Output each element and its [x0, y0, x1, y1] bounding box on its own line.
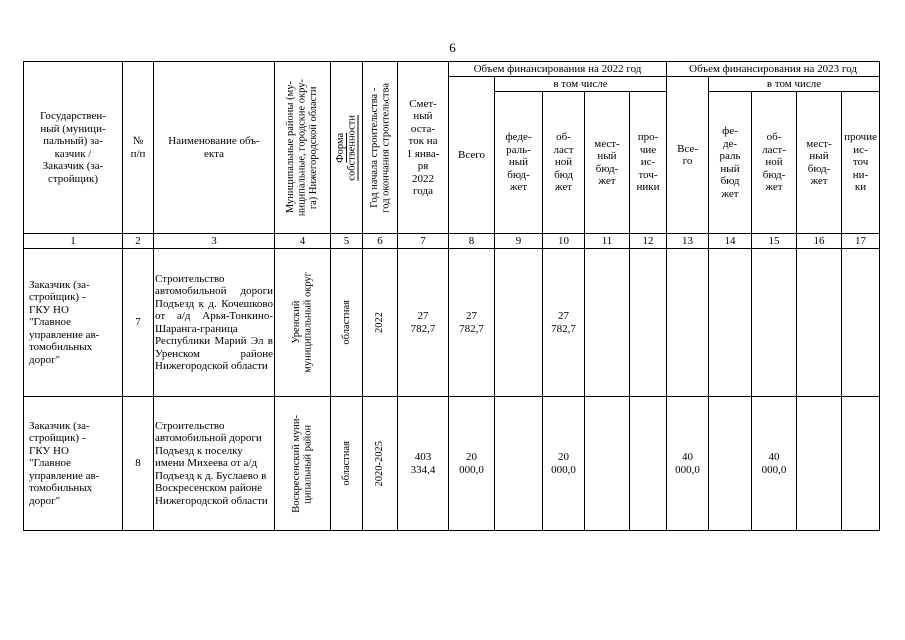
header-regional-2022: об- ласт ной бюд жет	[543, 92, 585, 234]
row-num: 7	[123, 249, 154, 397]
row-ownership-cell	[331, 397, 363, 531]
header-other-2023: прочие ис- точ ни- ки	[842, 92, 880, 234]
col-num: 5	[331, 234, 363, 249]
header-districts-cell	[275, 62, 331, 234]
row-other-2022	[630, 397, 667, 531]
row-regional-2022: 20 000,0	[543, 397, 585, 531]
header-local-2023: мест- ный бюд- жет	[797, 92, 842, 234]
col-num: 7	[398, 234, 449, 249]
row-federal-2023	[709, 397, 752, 531]
row-regional-2023: 40 000,0	[752, 397, 797, 531]
row-object-name: Строительство автомобильной дороги Подъезд к поселку имени Михеева от а/д Подъезд к д. Буслаево в Воскресенском районе Нижегородской области	[154, 397, 275, 531]
header-other-2022: про- чие ис- точ- ники	[630, 92, 667, 234]
header-ownership: Форма собственности	[335, 114, 358, 181]
col-num: 8	[449, 234, 495, 249]
row-years: 2020-2025	[374, 440, 386, 487]
header-total-2023: Все- го	[667, 77, 709, 234]
header-total-2022: Всего	[449, 77, 495, 234]
col-num: 9	[495, 234, 543, 249]
row-other-2023	[842, 397, 880, 531]
row-local-2023	[797, 249, 842, 397]
header-federal-2023: фе- де- раль ный бюд жет	[709, 92, 752, 234]
header-federal-2022: феде- раль- ный бюд- жет	[495, 92, 543, 234]
row-estimate: 403 334,4	[398, 397, 449, 531]
row-district-cell	[275, 397, 331, 531]
col-num: 11	[585, 234, 630, 249]
col-num: 13	[667, 234, 709, 249]
header-local-2022: мест- ный бюд- жет	[585, 92, 630, 234]
header-including-2023: в том числе	[709, 77, 880, 92]
row-other-2022	[630, 249, 667, 397]
row-years: 2022	[374, 312, 386, 333]
table-row	[24, 397, 880, 531]
row-total-2023: 40 000,0	[667, 397, 709, 531]
row-federal-2023	[709, 249, 752, 397]
row-total-2023	[667, 249, 709, 397]
page-number: 6	[449, 40, 456, 55]
row-num: 8	[123, 397, 154, 531]
col-num: 12	[630, 234, 667, 249]
row-estimate: 27 782,7	[398, 249, 449, 397]
table-row	[24, 249, 880, 397]
row-total-2022: 20 000,0	[449, 397, 495, 531]
column-numbers-row	[24, 234, 880, 249]
row-customer: Заказчик (за- стройщик) - ГКУ НО "Главное управление ав- томобильных дорог"	[24, 249, 123, 397]
row-district: Воскресенский муни- ципальный район	[291, 414, 314, 513]
row-years-cell	[363, 249, 398, 397]
row-local-2023	[797, 397, 842, 531]
row-ownership: областная	[340, 441, 352, 486]
col-num: 16	[797, 234, 842, 249]
header-fin-2022: Объем финансирования на 2022 год	[449, 62, 667, 77]
header-estimate: Смет- ный оста- ток на 1 янва- ря 2022 года	[398, 62, 449, 234]
row-federal-2022	[495, 249, 543, 397]
row-local-2022	[585, 397, 630, 531]
row-years-cell	[363, 397, 398, 531]
row-local-2022	[585, 249, 630, 397]
row-other-2023	[842, 249, 880, 397]
col-num: 6	[363, 234, 398, 249]
header-regional-2023: об- ласт- ной бюд- жет	[752, 92, 797, 234]
col-num: 3	[154, 234, 275, 249]
col-num: 15	[752, 234, 797, 249]
header-num: № п/п	[123, 62, 154, 234]
header-fin-2023: Объем финансирования на 2023 год	[667, 62, 880, 77]
row-federal-2022	[495, 397, 543, 531]
row-ownership-cell	[331, 249, 363, 397]
header-districts: Муниципальные районы (му- ниципальные, городские окру- га) Нижегородской области	[285, 78, 320, 217]
financing-table	[23, 61, 880, 531]
row-regional-2022: 27 782,7	[543, 249, 585, 397]
header-years-cell	[363, 62, 398, 234]
col-num: 14	[709, 234, 752, 249]
row-ownership: областная	[340, 300, 352, 345]
row-object-name: Строительство автомобильной дороги Подъезд к д. Кочешково от а/д Арья-Тонкино-Шаранга-граница Республики Марий Эл в Уренском районе Нижегородской области	[154, 249, 275, 397]
header-ownership-cell	[331, 62, 363, 234]
row-customer: Заказчик (за- стройщик) - ГКУ НО "Главное управление ав- томобильных дорог"	[24, 397, 123, 531]
col-num: 1	[24, 234, 123, 249]
row-regional-2023	[752, 249, 797, 397]
col-num: 4	[275, 234, 331, 249]
header-object-name: Наименование объ- екта	[154, 62, 275, 234]
header-customer: Государствен- ный (муници- пальный) за- казчик / Заказчик (за- стройщик)	[24, 62, 123, 234]
col-num: 10	[543, 234, 585, 249]
col-num: 2	[123, 234, 154, 249]
row-district: Уренский муниципальный округ	[291, 272, 314, 373]
row-total-2022: 27 782,7	[449, 249, 495, 397]
header-years: Год начала строительства - год окончания строительства	[368, 82, 391, 213]
header-including-2022: в том числе	[495, 77, 667, 92]
header-row-1	[24, 62, 880, 77]
col-num: 17	[842, 234, 880, 249]
row-district-cell	[275, 249, 331, 397]
